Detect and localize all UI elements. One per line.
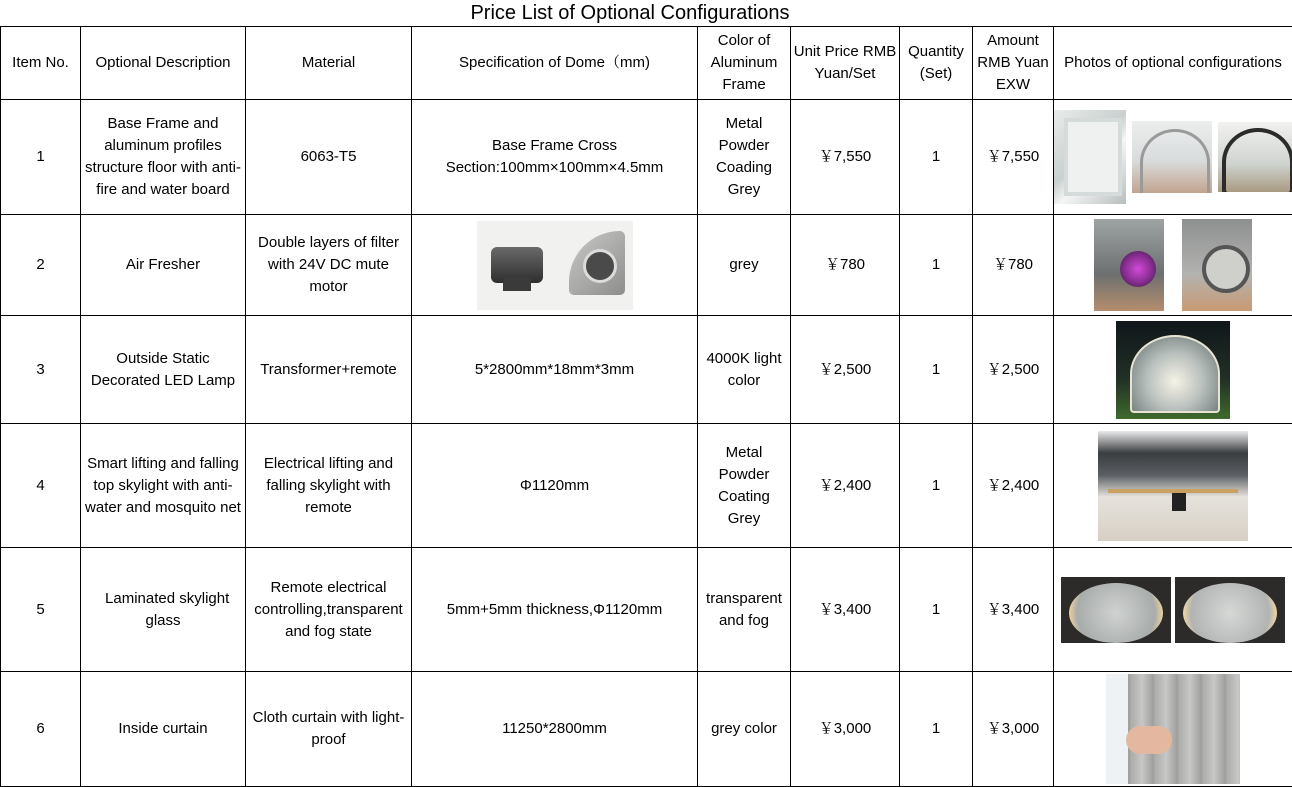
description-cell: Inside curtain bbox=[81, 672, 246, 787]
material-cell: Remote electrical controlling,transparent and fog state bbox=[246, 548, 412, 672]
page-title: Price List of Optional Configurations bbox=[0, 0, 1260, 26]
photos-cell bbox=[1054, 316, 1292, 424]
air-fresher-drawing bbox=[477, 221, 633, 310]
specification-cell: 5*2800mm*18mm*3mm bbox=[412, 316, 698, 424]
photos-cell bbox=[1054, 672, 1292, 787]
unit-price-cell: ￥3,000 bbox=[791, 672, 900, 787]
photos-cell bbox=[1054, 100, 1292, 215]
quantity-cell: 1 bbox=[900, 215, 973, 316]
material-cell: Double layers of filter with 24V DC mute motor bbox=[246, 215, 412, 316]
item-no-cell: 3 bbox=[1, 316, 81, 424]
quantity-cell: 1 bbox=[900, 672, 973, 787]
amount-cell: ￥3,400 bbox=[973, 548, 1054, 672]
specification-cell: Base Frame Cross Section:100mm×100mm×4.5mm bbox=[412, 100, 698, 215]
skylight-opening-photo bbox=[1098, 431, 1248, 541]
table-row bbox=[1, 100, 1292, 215]
header-description: Optional Description bbox=[81, 27, 246, 100]
quantity-cell: 1 bbox=[900, 548, 973, 672]
skylight-glass-photo-b bbox=[1175, 577, 1285, 643]
quantity-cell: 1 bbox=[900, 316, 973, 424]
item-no-cell: 4 bbox=[1, 424, 81, 548]
material-cell: 6063-T5 bbox=[246, 100, 412, 215]
amount-cell: ￥3,000 bbox=[973, 672, 1054, 787]
header-material: Material bbox=[246, 27, 412, 100]
specification-cell: 11250*2800mm bbox=[412, 672, 698, 787]
header-photos: Photos of optional configurations bbox=[1054, 27, 1292, 100]
color-cell: 4000K light color bbox=[698, 316, 791, 424]
air-fresher-installed-photo bbox=[1182, 219, 1252, 311]
header-item-no: Item No. bbox=[1, 27, 81, 100]
table-row bbox=[1, 215, 1292, 316]
material-cell: Transformer+remote bbox=[246, 316, 412, 424]
dome-interior-photo bbox=[1218, 122, 1292, 192]
table-row bbox=[1, 672, 1292, 787]
description-cell: Outside Static Decorated LED Lamp bbox=[81, 316, 246, 424]
quantity-cell: 1 bbox=[900, 100, 973, 215]
quantity-cell: 1 bbox=[900, 424, 973, 548]
led-dome-night-photo bbox=[1116, 321, 1230, 419]
description-cell: Laminated skylight glass bbox=[81, 548, 246, 672]
header-unit-price: Unit Price RMB Yuan/Set bbox=[791, 27, 900, 100]
material-cell: Electrical lifting and falling skylight with remote bbox=[246, 424, 412, 548]
header-color: Color of Aluminum Frame bbox=[698, 27, 791, 100]
color-cell: Metal Powder Coading Grey bbox=[698, 100, 791, 215]
header-quantity: Quantity (Set) bbox=[900, 27, 973, 100]
amount-cell: ￥2,500 bbox=[973, 316, 1054, 424]
item-no-cell: 5 bbox=[1, 548, 81, 672]
description-cell: Smart lifting and falling top skylight with anti-water and mosquito net bbox=[81, 424, 246, 548]
air-fresher-purple-photo bbox=[1094, 219, 1164, 311]
item-no-cell: 2 bbox=[1, 215, 81, 316]
table-row bbox=[1, 424, 1292, 548]
grey-curtain-photo bbox=[1106, 674, 1240, 784]
photos-cell bbox=[1054, 424, 1292, 548]
color-cell: grey bbox=[698, 215, 791, 316]
unit-price-cell: ￥7,550 bbox=[791, 100, 900, 215]
amount-cell: ￥2,400 bbox=[973, 424, 1054, 548]
unit-price-cell: ￥3,400 bbox=[791, 548, 900, 672]
table-row bbox=[1, 316, 1292, 424]
header-amount: Amount RMB Yuan EXW bbox=[973, 27, 1054, 100]
color-cell: grey color bbox=[698, 672, 791, 787]
item-no-cell: 1 bbox=[1, 100, 81, 215]
amount-cell: ￥7,550 bbox=[973, 100, 1054, 215]
specification-cell: Φ1120mm bbox=[412, 424, 698, 548]
unit-price-cell: ￥2,400 bbox=[791, 424, 900, 548]
skylight-glass-photo-a bbox=[1061, 577, 1171, 643]
table-row bbox=[1, 548, 1292, 672]
amount-cell: ￥780 bbox=[973, 215, 1054, 316]
specification-cell: 5mm+5mm thickness,Φ1120mm bbox=[412, 548, 698, 672]
description-cell: Base Frame and aluminum profiles structure floor with anti-fire and water board bbox=[81, 100, 246, 215]
price-table bbox=[0, 26, 1292, 787]
specification-cell bbox=[412, 215, 698, 316]
photos-cell bbox=[1054, 548, 1292, 672]
aluminum-profile-photo bbox=[1054, 110, 1126, 204]
dome-frame-photo bbox=[1132, 121, 1212, 193]
photos-cell bbox=[1054, 215, 1292, 316]
item-no-cell: 6 bbox=[1, 672, 81, 787]
color-cell: Metal Powder Coating Grey bbox=[698, 424, 791, 548]
header-row bbox=[1, 27, 1292, 100]
unit-price-cell: ￥2,500 bbox=[791, 316, 900, 424]
color-cell: transparent and fog bbox=[698, 548, 791, 672]
material-cell: Cloth curtain with light-proof bbox=[246, 672, 412, 787]
description-cell: Air Fresher bbox=[81, 215, 246, 316]
header-specification: Specification of Dome（mm) bbox=[412, 27, 698, 100]
unit-price-cell: ￥780 bbox=[791, 215, 900, 316]
